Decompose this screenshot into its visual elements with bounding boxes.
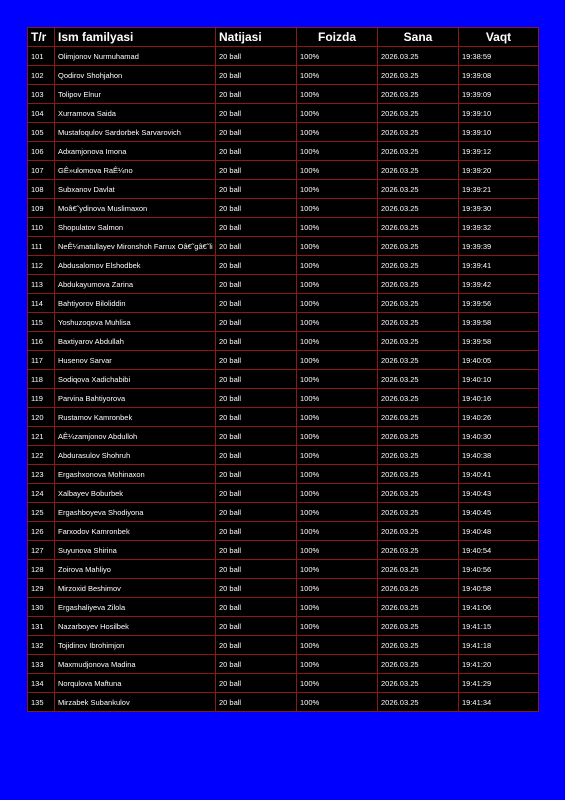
- table-row: [28, 180, 539, 199]
- cell-id: 119: [28, 389, 55, 408]
- cell-name: Adxamjonova Imona: [55, 142, 216, 161]
- cell-time: 19:40:56: [459, 560, 539, 579]
- cell-date: 2026.03.25: [378, 332, 459, 351]
- cell-percent: 100%: [297, 579, 378, 598]
- cell-result: 20 ball: [216, 142, 297, 161]
- cell-percent: 100%: [297, 408, 378, 427]
- cell-time: 19:41:20: [459, 655, 539, 674]
- cell-result: 20 ball: [216, 85, 297, 104]
- cell-name: Farxodov Kamronbek: [55, 522, 216, 541]
- cell-percent: 100%: [297, 351, 378, 370]
- cell-percent: 100%: [297, 465, 378, 484]
- cell-name: NeÊ¼matullayev Mironshoh Farrux Oâ€˜gâ€˜li: [55, 237, 216, 256]
- cell-date: 2026.03.25: [378, 104, 459, 123]
- cell-percent: 100%: [297, 446, 378, 465]
- cell-name: Tojidinov Ibrohimjon: [55, 636, 216, 655]
- table-row: [28, 313, 539, 332]
- cell-time: 19:40:30: [459, 427, 539, 446]
- cell-id: 125: [28, 503, 55, 522]
- cell-result: 20 ball: [216, 617, 297, 636]
- cell-result: 20 ball: [216, 313, 297, 332]
- cell-date: 2026.03.25: [378, 408, 459, 427]
- cell-id: 131: [28, 617, 55, 636]
- cell-percent: 100%: [297, 237, 378, 256]
- cell-date: 2026.03.25: [378, 85, 459, 104]
- table-row: [28, 674, 539, 693]
- cell-result: 20 ball: [216, 123, 297, 142]
- cell-id: 123: [28, 465, 55, 484]
- cell-id: 113: [28, 275, 55, 294]
- cell-result: 20 ball: [216, 503, 297, 522]
- cell-id: 121: [28, 427, 55, 446]
- cell-date: 2026.03.25: [378, 503, 459, 522]
- cell-id: 122: [28, 446, 55, 465]
- cell-date: 2026.03.25: [378, 123, 459, 142]
- table-row: [28, 389, 539, 408]
- cell-result: 20 ball: [216, 47, 297, 66]
- cell-percent: 100%: [297, 104, 378, 123]
- cell-result: 20 ball: [216, 66, 297, 85]
- cell-date: 2026.03.25: [378, 674, 459, 693]
- cell-time: 19:40:38: [459, 446, 539, 465]
- cell-name: Nazarboyev Hosilbek: [55, 617, 216, 636]
- cell-percent: 100%: [297, 180, 378, 199]
- cell-name: Baxtiyarov Abdullah: [55, 332, 216, 351]
- table-body: [28, 47, 539, 712]
- cell-result: 20 ball: [216, 351, 297, 370]
- table-row: [28, 598, 539, 617]
- cell-id: 130: [28, 598, 55, 617]
- cell-name: GÊ»ulomova RaÊ¼no: [55, 161, 216, 180]
- cell-date: 2026.03.25: [378, 560, 459, 579]
- cell-id: 112: [28, 256, 55, 275]
- cell-time: 19:40:16: [459, 389, 539, 408]
- table-row: [28, 275, 539, 294]
- cell-name: Sodiqova Xadichabibi: [55, 370, 216, 389]
- cell-result: 20 ball: [216, 693, 297, 712]
- cell-id: 101: [28, 47, 55, 66]
- cell-percent: 100%: [297, 66, 378, 85]
- cell-result: 20 ball: [216, 104, 297, 123]
- table-header: [28, 28, 539, 47]
- cell-time: 19:39:32: [459, 218, 539, 237]
- cell-percent: 100%: [297, 503, 378, 522]
- cell-percent: 100%: [297, 617, 378, 636]
- cell-result: 20 ball: [216, 218, 297, 237]
- table-row: [28, 617, 539, 636]
- cell-date: 2026.03.25: [378, 161, 459, 180]
- table-row: [28, 408, 539, 427]
- cell-time: 19:39:39: [459, 237, 539, 256]
- cell-time: 19:40:10: [459, 370, 539, 389]
- header-name: Ism familyasi: [55, 28, 216, 47]
- cell-result: 20 ball: [216, 199, 297, 218]
- cell-date: 2026.03.25: [378, 351, 459, 370]
- cell-result: 20 ball: [216, 408, 297, 427]
- table-row: [28, 294, 539, 313]
- cell-name: Zoirova Mahliyo: [55, 560, 216, 579]
- table-row: [28, 66, 539, 85]
- cell-result: 20 ball: [216, 180, 297, 199]
- table-row: [28, 636, 539, 655]
- cell-percent: 100%: [297, 427, 378, 446]
- cell-id: 135: [28, 693, 55, 712]
- cell-id: 114: [28, 294, 55, 313]
- table-row: [28, 85, 539, 104]
- table-row: [28, 199, 539, 218]
- cell-id: 120: [28, 408, 55, 427]
- table-row: [28, 560, 539, 579]
- cell-result: 20 ball: [216, 655, 297, 674]
- cell-result: 20 ball: [216, 275, 297, 294]
- cell-id: 110: [28, 218, 55, 237]
- cell-date: 2026.03.25: [378, 522, 459, 541]
- cell-time: 19:39:30: [459, 199, 539, 218]
- table-row: [28, 693, 539, 712]
- cell-name: Tolipov Elnur: [55, 85, 216, 104]
- cell-percent: 100%: [297, 389, 378, 408]
- cell-time: 19:40:54: [459, 541, 539, 560]
- cell-time: 19:40:41: [459, 465, 539, 484]
- cell-date: 2026.03.25: [378, 579, 459, 598]
- cell-name: Mirzabek Subankulov: [55, 693, 216, 712]
- cell-result: 20 ball: [216, 389, 297, 408]
- table-row: [28, 465, 539, 484]
- cell-time: 19:41:06: [459, 598, 539, 617]
- table-row: [28, 123, 539, 142]
- cell-percent: 100%: [297, 636, 378, 655]
- cell-name: Ergashxonova Mohinaxon: [55, 465, 216, 484]
- cell-id: 124: [28, 484, 55, 503]
- cell-percent: 100%: [297, 47, 378, 66]
- cell-id: 105: [28, 123, 55, 142]
- cell-result: 20 ball: [216, 161, 297, 180]
- cell-time: 19:38:59: [459, 47, 539, 66]
- cell-id: 132: [28, 636, 55, 655]
- cell-time: 19:39:08: [459, 66, 539, 85]
- cell-date: 2026.03.25: [378, 617, 459, 636]
- cell-name: Qodirov Shohjahon: [55, 66, 216, 85]
- cell-time: 19:39:21: [459, 180, 539, 199]
- table-row: [28, 522, 539, 541]
- cell-id: 108: [28, 180, 55, 199]
- cell-percent: 100%: [297, 123, 378, 142]
- cell-percent: 100%: [297, 161, 378, 180]
- cell-date: 2026.03.25: [378, 655, 459, 674]
- cell-time: 19:39:09: [459, 85, 539, 104]
- table-row: [28, 256, 539, 275]
- header-date: Sana: [378, 28, 459, 47]
- table-row: [28, 541, 539, 560]
- cell-date: 2026.03.25: [378, 256, 459, 275]
- cell-id: 118: [28, 370, 55, 389]
- cell-percent: 100%: [297, 674, 378, 693]
- cell-name: Norqulova Maftuna: [55, 674, 216, 693]
- cell-id: 117: [28, 351, 55, 370]
- cell-name: Rustamov Kamronbek: [55, 408, 216, 427]
- cell-result: 20 ball: [216, 598, 297, 617]
- cell-id: 133: [28, 655, 55, 674]
- cell-result: 20 ball: [216, 332, 297, 351]
- table-row: [28, 655, 539, 674]
- cell-date: 2026.03.25: [378, 199, 459, 218]
- cell-time: 19:40:05: [459, 351, 539, 370]
- cell-id: 107: [28, 161, 55, 180]
- table-row: [28, 370, 539, 389]
- header-id: T/r: [28, 28, 55, 47]
- cell-percent: 100%: [297, 294, 378, 313]
- cell-percent: 100%: [297, 275, 378, 294]
- table-row: [28, 142, 539, 161]
- cell-result: 20 ball: [216, 560, 297, 579]
- cell-result: 20 ball: [216, 465, 297, 484]
- cell-time: 19:39:10: [459, 104, 539, 123]
- cell-id: 134: [28, 674, 55, 693]
- cell-time: 19:41:15: [459, 617, 539, 636]
- cell-date: 2026.03.25: [378, 446, 459, 465]
- cell-id: 128: [28, 560, 55, 579]
- cell-name: Ergashboyeva Shodiyona: [55, 503, 216, 522]
- cell-name: Shopulatov Salmon: [55, 218, 216, 237]
- cell-date: 2026.03.25: [378, 693, 459, 712]
- cell-time: 19:40:48: [459, 522, 539, 541]
- cell-date: 2026.03.25: [378, 275, 459, 294]
- cell-percent: 100%: [297, 370, 378, 389]
- cell-name: Ergashaliyeva Zilola: [55, 598, 216, 617]
- table-row: [28, 218, 539, 237]
- cell-id: 102: [28, 66, 55, 85]
- table-row: [28, 484, 539, 503]
- cell-percent: 100%: [297, 598, 378, 617]
- results-table: [27, 27, 539, 712]
- cell-id: 126: [28, 522, 55, 541]
- cell-time: 19:40:58: [459, 579, 539, 598]
- cell-name: Xurramova Saida: [55, 104, 216, 123]
- cell-id: 127: [28, 541, 55, 560]
- cell-result: 20 ball: [216, 237, 297, 256]
- cell-name: Husenov Sarvar: [55, 351, 216, 370]
- cell-id: 104: [28, 104, 55, 123]
- cell-time: 19:39:41: [459, 256, 539, 275]
- cell-result: 20 ball: [216, 541, 297, 560]
- cell-time: 19:40:45: [459, 503, 539, 522]
- cell-name: Abdukayumova Zarina: [55, 275, 216, 294]
- cell-result: 20 ball: [216, 294, 297, 313]
- cell-name: Abdurasulov Shohruh: [55, 446, 216, 465]
- header-result: Natijasi: [216, 28, 297, 47]
- header-percent: Foizda: [297, 28, 378, 47]
- cell-time: 19:39:10: [459, 123, 539, 142]
- cell-result: 20 ball: [216, 674, 297, 693]
- cell-name: Subxanov Davlat: [55, 180, 216, 199]
- cell-percent: 100%: [297, 522, 378, 541]
- cell-percent: 100%: [297, 85, 378, 104]
- table-row: [28, 503, 539, 522]
- cell-time: 19:40:26: [459, 408, 539, 427]
- cell-percent: 100%: [297, 560, 378, 579]
- cell-id: 109: [28, 199, 55, 218]
- cell-time: 19:39:58: [459, 332, 539, 351]
- cell-date: 2026.03.25: [378, 598, 459, 617]
- cell-percent: 100%: [297, 256, 378, 275]
- cell-percent: 100%: [297, 199, 378, 218]
- table-row: [28, 332, 539, 351]
- cell-date: 2026.03.25: [378, 541, 459, 560]
- cell-result: 20 ball: [216, 484, 297, 503]
- table-row: [28, 446, 539, 465]
- cell-date: 2026.03.25: [378, 427, 459, 446]
- cell-percent: 100%: [297, 484, 378, 503]
- results-sheet: [27, 27, 538, 712]
- header-time: Vaqt: [459, 28, 539, 47]
- cell-id: 129: [28, 579, 55, 598]
- table-row: [28, 427, 539, 446]
- cell-percent: 100%: [297, 541, 378, 560]
- cell-date: 2026.03.25: [378, 294, 459, 313]
- cell-percent: 100%: [297, 218, 378, 237]
- cell-name: Mustafoqulov Sardorbek Sarvarovich: [55, 123, 216, 142]
- cell-name: Abdusalomov Elshodbek: [55, 256, 216, 275]
- cell-percent: 100%: [297, 332, 378, 351]
- cell-time: 19:39:56: [459, 294, 539, 313]
- cell-name: Suyunova Shirina: [55, 541, 216, 560]
- cell-date: 2026.03.25: [378, 142, 459, 161]
- cell-result: 20 ball: [216, 427, 297, 446]
- header-row: [28, 28, 539, 47]
- cell-result: 20 ball: [216, 370, 297, 389]
- cell-date: 2026.03.25: [378, 218, 459, 237]
- cell-result: 20 ball: [216, 446, 297, 465]
- table-row: [28, 104, 539, 123]
- cell-time: 19:39:58: [459, 313, 539, 332]
- cell-date: 2026.03.25: [378, 370, 459, 389]
- cell-name: Yoshuzoqova Muhlisa: [55, 313, 216, 332]
- cell-name: Olimjonov Nurmuhamad: [55, 47, 216, 66]
- cell-percent: 100%: [297, 313, 378, 332]
- cell-result: 20 ball: [216, 636, 297, 655]
- table-row: [28, 47, 539, 66]
- cell-date: 2026.03.25: [378, 484, 459, 503]
- table-row: [28, 161, 539, 180]
- cell-date: 2026.03.25: [378, 47, 459, 66]
- cell-result: 20 ball: [216, 256, 297, 275]
- cell-percent: 100%: [297, 655, 378, 674]
- cell-id: 106: [28, 142, 55, 161]
- table-row: [28, 351, 539, 370]
- cell-name: Xalbayev Boburbek: [55, 484, 216, 503]
- cell-id: 111: [28, 237, 55, 256]
- cell-time: 19:39:42: [459, 275, 539, 294]
- cell-name: Parvina Bahtiyorova: [55, 389, 216, 408]
- cell-result: 20 ball: [216, 522, 297, 541]
- cell-id: 116: [28, 332, 55, 351]
- cell-date: 2026.03.25: [378, 66, 459, 85]
- cell-date: 2026.03.25: [378, 465, 459, 484]
- cell-name: Moâ€˜ydinova Muslimaxon: [55, 199, 216, 218]
- cell-time: 19:41:29: [459, 674, 539, 693]
- cell-name: Mirzoxid Beshimov: [55, 579, 216, 598]
- cell-time: 19:41:18: [459, 636, 539, 655]
- table-row: [28, 237, 539, 256]
- cell-date: 2026.03.25: [378, 389, 459, 408]
- cell-name: AÊ¼zamjonov Abdulloh: [55, 427, 216, 446]
- cell-time: 19:39:20: [459, 161, 539, 180]
- cell-id: 103: [28, 85, 55, 104]
- cell-date: 2026.03.25: [378, 180, 459, 199]
- cell-time: 19:40:43: [459, 484, 539, 503]
- cell-name: Bahtiyorov Biloliddin: [55, 294, 216, 313]
- cell-date: 2026.03.25: [378, 237, 459, 256]
- cell-id: 115: [28, 313, 55, 332]
- cell-result: 20 ball: [216, 579, 297, 598]
- cell-time: 19:41:34: [459, 693, 539, 712]
- cell-percent: 100%: [297, 142, 378, 161]
- cell-name: Maxmudjonova Madina: [55, 655, 216, 674]
- cell-date: 2026.03.25: [378, 636, 459, 655]
- table-row: [28, 579, 539, 598]
- cell-time: 19:39:12: [459, 142, 539, 161]
- cell-percent: 100%: [297, 693, 378, 712]
- cell-date: 2026.03.25: [378, 313, 459, 332]
